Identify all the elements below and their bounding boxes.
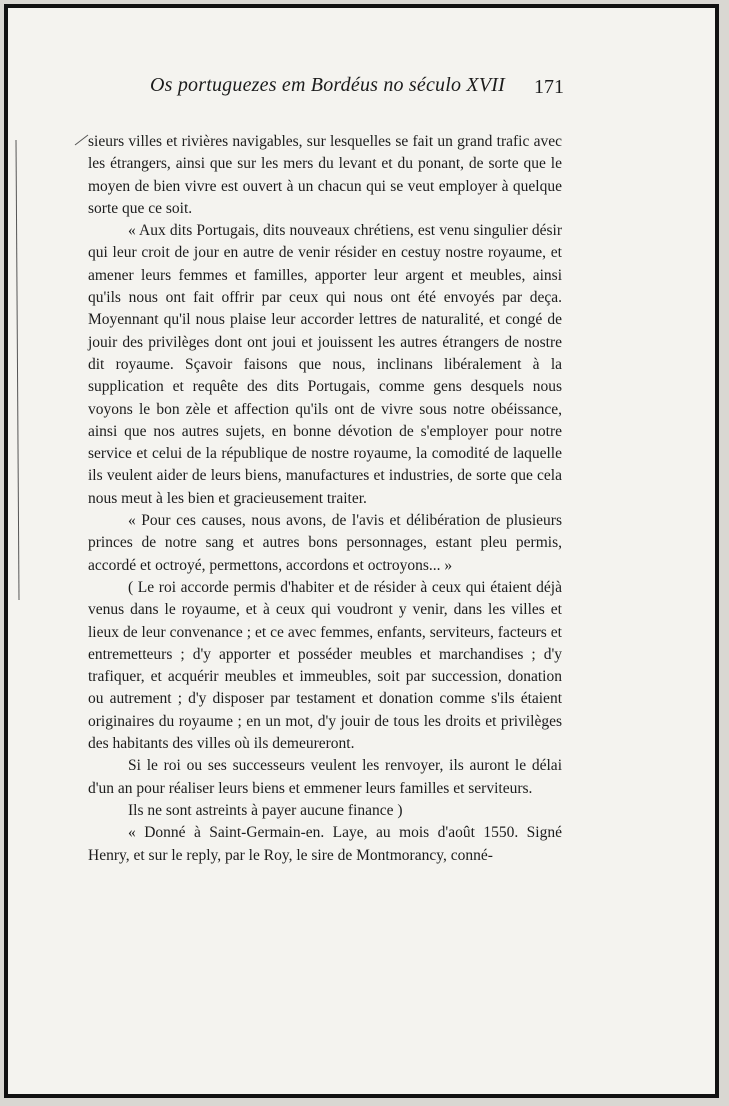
paragraph-summary: ( Le roi accorde permis d'habiter et de résider à ceux qui étaient déjà venus dans le royaume, et à ceux qui voudront y venir, dans les villes et lieux de leur convenance ; et ce avec femmes, enfants, serviteurs, facteurs et entremetteurs ; d'y apporter et posséder meubles et marchandises ; d'y trafiquer, et acquérir meubles et immeubles, soit par succession, donation ou autrement ; d'y disposer par testament et donation comme s'ils étaient originaires du royaume ; en un mot, d'y jouir de tous les droits et privilèges des habitants des villes où ils demeureront. [88, 578, 562, 753]
paragraph-quote-causes: « Pour ces causes, nous avons, de l'avis et délibération de plusieurs princes de notre sang et autres bons personnages, estant pleu permis, accordé et octroyé, permettons, accordons et octroyons... » [88, 512, 562, 574]
running-head [150, 74, 570, 108]
margin-marks [10, 120, 90, 620]
paragraph-successors: Si le roi ou ses successeurs veulent les renvoyer, ils auront le délai d'un an pour réaliser leurs biens et emmener leurs familles et serviteurs. [88, 757, 562, 797]
paragraph-finance: Ils ne sont astreints à payer aucune finance ) [128, 801, 403, 819]
margin-rule-line [16, 140, 19, 600]
running-title: Os portuguezes em Bordéus no século XVII [150, 74, 505, 96]
margin-tick [75, 135, 88, 145]
body-text [88, 131, 562, 867]
paragraph-continuation: sieurs villes et rivières navigables, sur lesquelles se fait un grand trafic avec les étrangers, ainsi que sur les mers du levant et du ponant, de sorte que le moyen de bien vivre est ouvert à un chacun qui se veut employer à quelque sorte que ce soit. [88, 133, 562, 217]
paragraph-donne: « Donné à Saint-Germain-en. Laye, au mois d'août 1550. Signé Henry, et sur le reply, par le Roy, le sire de Montmorancy, conné- [88, 824, 562, 864]
paragraph-quote-portugais: « Aux dits Portugais, dits nouveaux chrétiens, est venu singulier désir qui leur croit de jour en autre de venir résider en cestuy nostre royaume, et amener leurs femmes et familles, apporter leur argent et meubles, ainsi qu'ils nous ont fait offrir par ceux qui nous ont été envoyés par deça. Moyennant qu'il nous plaise leur accorder lettres de naturalité, et congé de jouir des privilèges dont ont joui et jouissent les autres étrangers de nostre dit royaume. Sçavoir faisons que nous, inclinans libéralement à la supplication et requête des dits Portugais, comme gens desquels nous voyons le bon zèle et affection qu'ils ont de vivre sous notre obéissance, ainsi que nos autres sujets, en bonne dévotion de s'employer pour notre service et celui de la république de nostre royaume, la comodité de laquelle ils veulent aider de leurs biens, manufactures et industries, de sorte que cela nous meut à les bien et gracieusement traiter. [88, 222, 562, 507]
page-number: 171 [534, 76, 564, 98]
